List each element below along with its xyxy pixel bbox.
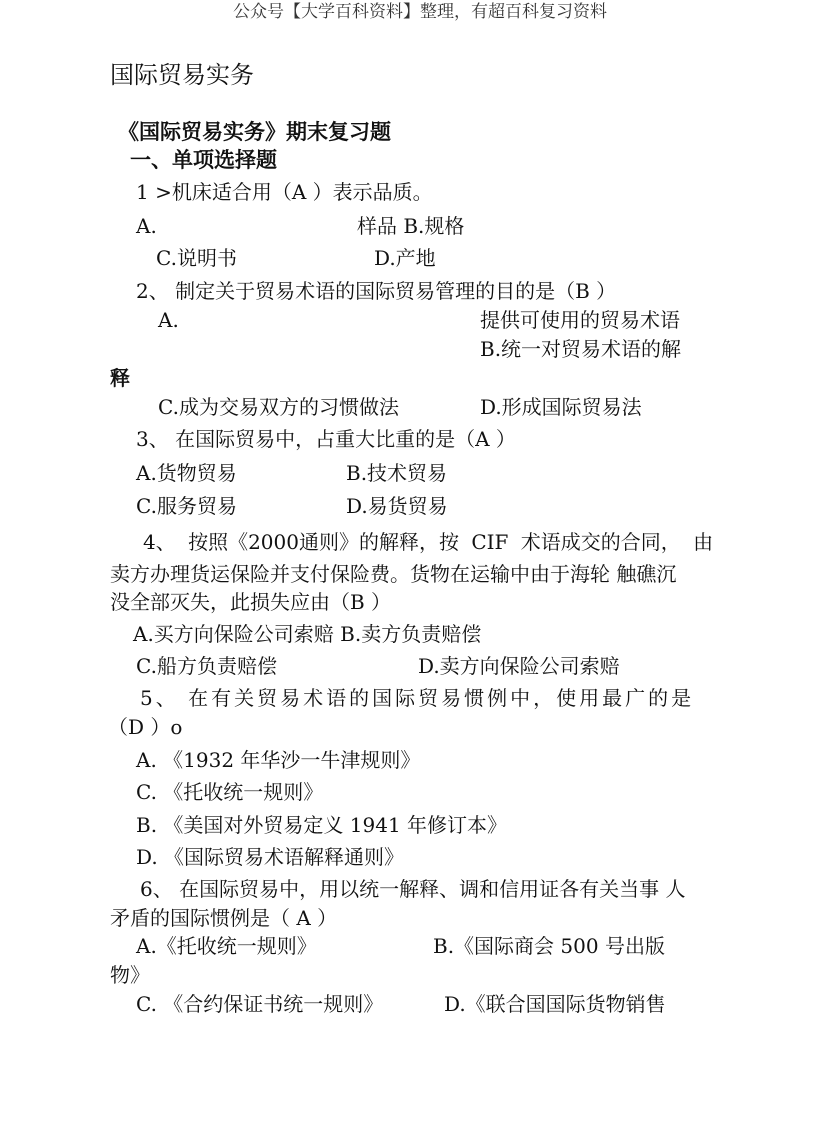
option-c: C.服务贸易 <box>136 494 237 518</box>
question-stem: 3、 在国际贸易中，占重大比重的是（A ） <box>136 427 516 451</box>
option-a: A. <box>158 308 179 332</box>
option-c: C. 《合约保证书统一规则》 <box>136 992 384 1016</box>
question-stem: 2、 制定关于贸易术语的国际贸易管理的目的是（B ） <box>136 279 617 303</box>
question-stem-line-2: （D ）o <box>108 715 183 739</box>
question-stem-line-1: 6、 在国际贸易中，用以统一解释、调和信用证各有关当事 人 <box>140 877 686 901</box>
question-stem: 1 >机床适合用（A ）表示品质。 <box>136 180 433 204</box>
question-stem-line-2: 矛盾的国际惯例是（ A ） <box>110 906 338 930</box>
option-b-continued: 物》 <box>110 963 150 987</box>
option-d: D. 《国际贸易术语解释通则》 <box>136 845 405 869</box>
option-a: A.《托收统一规则》 <box>136 934 317 958</box>
option-b: B.技术贸易 <box>346 461 448 485</box>
option-a: A. 《1932 年华沙一牛津规则》 <box>136 748 421 772</box>
exam-title: 《国际贸易实务》期末复习题 <box>118 119 391 144</box>
option-c: C.船方负责赔偿 <box>136 654 277 678</box>
option-d: D.《联合国国际货物销售 <box>444 992 666 1016</box>
option-a: A. <box>136 214 157 238</box>
question-stem-line-1: 4、 按照《2000通则》的解释，按 CIF 术语成交的合同， 由 <box>143 530 714 554</box>
option-a-text: 提供可使用的贸易术语 <box>480 308 680 332</box>
option-c: C. 《托收统一规则》 <box>136 780 324 804</box>
option-d: D.卖方向保险公司索赔 <box>418 654 620 678</box>
question-stem-line-3: 没全部灭失，此损失应由（B ） <box>110 590 392 614</box>
option-d: D.易货贸易 <box>346 494 448 518</box>
question-stem-line-1: 5、 在有关贸易术语的国际贸易惯例中，使用最广的是 <box>140 686 695 710</box>
option-a-text: 样品 B.规格 <box>357 214 465 238</box>
option-b: B.统一对贸易术语的解 <box>480 337 682 361</box>
option-b-continued: 释 <box>110 366 130 390</box>
option-c: C.成为交易双方的习惯做法 <box>158 395 399 419</box>
question-stem-line-2: 卖方办理货运保险并支付保险费。货物在运输中由于海轮 触礁沉 <box>110 562 677 586</box>
document-title: 国际贸易实务 <box>110 61 254 89</box>
option-b: B.《国际商会 500 号出版 <box>433 934 665 958</box>
option-c: C.说明书 <box>156 246 237 270</box>
option-d: D.形成国际贸易法 <box>480 395 642 419</box>
page-header: 公众号【大学百科资料】整理，有超百科复习资料 <box>233 2 607 22</box>
option-b: B. 《美国对外贸易定义 1941 年修订本》 <box>136 813 508 837</box>
section-heading: 一、单项选择题 <box>130 147 277 172</box>
option-a-b: A.买方向保险公司索赔 B.卖方负责赔偿 <box>133 622 482 646</box>
option-d: D.产地 <box>374 246 436 270</box>
option-a: A.货物贸易 <box>136 461 237 485</box>
